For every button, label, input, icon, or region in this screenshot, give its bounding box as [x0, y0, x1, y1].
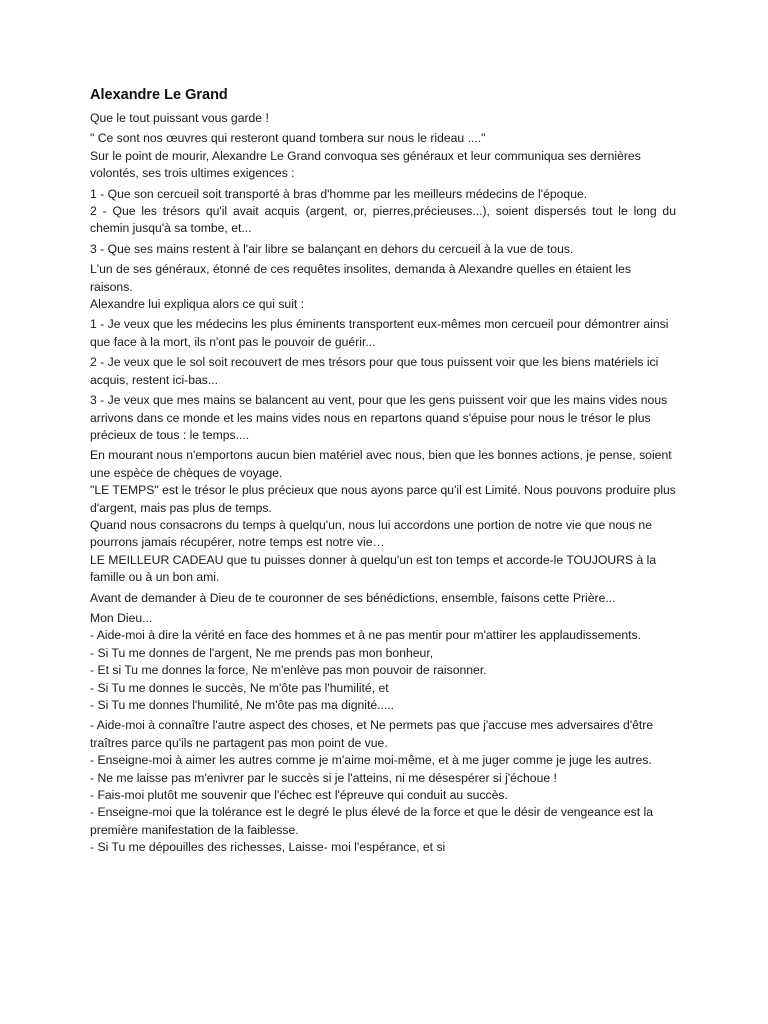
text-line: 1 - Je veux que les médecins les plus éminents transportent eux-mêmes mon cercueil pour démontrer ainsi que face à la mort, ils n'ont pas le pouvoir de guérir...: [90, 317, 669, 349]
text-line: 2 - Je veux que le sol soit recouvert de mes trésors pour que tous puissent voir que les biens matériels ici acquis, restent ici-bas...: [90, 355, 659, 387]
paragraph: [90, 447, 676, 586]
text-line: Quand nous consacrons du temps à quelqu'un, nous lui accordons une portion de notre vie que nous ne pourrons jamais récupérer, notre temps est notre vie…: [90, 517, 652, 550]
text-line: 3 - Que ses mains restent à l'air libre se balançant en dehors du cercueil à la vue de tous.: [90, 241, 574, 256]
paragraph: [90, 241, 676, 258]
paragraph: [90, 392, 676, 444]
text-line: - Enseigne-moi à aimer les autres comme je m'aime moi-même, et à me juger comme je juge les autres.: [90, 753, 652, 768]
paragraph: [90, 590, 676, 607]
text-line: - Enseigne-moi que la tolérance est le degré le plus élevé de la force et que le désir de vengeance est la première manifestation de la faiblesse.: [90, 805, 654, 837]
text-line: LE MEILLEUR CADEAU que tu puisses donner à quelqu'un est ton temps et accorde-le TOUJOURS à la famille ou à un bon ami.: [90, 552, 657, 585]
text-line: - Si Tu me dépouilles des richesses, Laisse- moi l'espérance, et si: [90, 840, 446, 855]
text-line: En mourant nous n'emportons aucun bien matériel avec nous, bien que les bonnes actions, je pense, soient une espèce de chèques de voyage.: [90, 448, 672, 480]
text-line: Alexandre lui expliqua alors ce qui suit :: [90, 297, 305, 312]
text-line: - Et si Tu me donnes la force, Ne m'enlève pas mon pouvoir de raisonner.: [90, 663, 487, 678]
paragraph-list: [90, 110, 676, 857]
text-line: Sur le point de mourir, Alexandre Le Grand convoqua ses généraux et leur communiqua ses dernières volontés, ses trois ultimes exigences :: [90, 148, 641, 181]
paragraph: [90, 261, 676, 313]
paragraph: [90, 354, 676, 389]
text-line: - Aide-moi à connaître l'autre aspect des choses, et Ne permets pas que j'accuse mes adversaires d'être traîtres parce qu'ils ne partagent pas mon point de vue.: [90, 718, 654, 750]
text-line: " Ce sont nos œuvres qui resteront quand tombera sur nous le rideau ....": [90, 131, 486, 146]
paragraph: [90, 130, 676, 182]
text-line: L'un de ses généraux, étonné de ces requêtes insolites, demanda à Alexandre quelles en étaient les raisons.: [90, 262, 631, 294]
text-line: - Aide-moi à dire la vérité en face des hommes et à ne pas mentir pour m'attirer les applaudissements.: [90, 628, 642, 643]
paragraph: [90, 316, 676, 351]
text-line: - Si Tu me donnes le succès, Ne m'ôte pas l'humilité, et: [90, 680, 389, 695]
text-line: - Fais-moi plutôt me souvenir que l'échec est l'épreuve qui conduit au succès.: [90, 788, 508, 803]
text-line: 2 - Que les trésors qu'il avait acquis (argent, or, pierres,précieuses...), soient dispersés tout le long du chemin jusqu'à sa tombe, et...: [90, 204, 676, 236]
document-body: [90, 86, 676, 860]
paragraph: [90, 610, 676, 714]
paragraph: [90, 110, 676, 127]
text-line: Avant de demander à Dieu de te couronner de ses bénédictions, ensemble, faisons cette Prière...: [90, 590, 616, 605]
text-line: "LE TEMPS" est le trésor le plus précieux que nous ayons parce qu'il est Limité. Nous pouvons produire plus d'argent, mais pas plus de temps.: [90, 483, 676, 515]
text-line: - Si Tu me donnes de l'argent, Ne me prends pas mon bonheur,: [90, 645, 434, 660]
text-line: 3 - Je veux que mes mains se balancent au vent, pour que les gens puissent voir que les mains vides nous arrivons dans ce monde et les mains vides nous en repartons quand s'épuise pour nous le trésor le plus précieux de tous : le temps....: [90, 393, 668, 442]
paragraph: [90, 717, 676, 856]
paragraph: [90, 186, 676, 238]
text-line: Que le tout puissant vous garde !: [90, 111, 269, 125]
text-line: 1 - Que son cercueil soit transporté à bras d'homme par les meilleurs médecins de l'époque.: [90, 186, 588, 201]
document-title: Alexandre Le Grand: [90, 87, 228, 103]
text-line: Mon Dieu...: [90, 610, 153, 625]
text-line: - Si Tu me donnes l'humilité, Ne m'ôte pas ma dignité.....: [90, 698, 395, 712]
text-line: - Ne me laisse pas m'enivrer par le succès si je l'atteins, ni me désespérer si j'échoue !: [90, 770, 557, 785]
